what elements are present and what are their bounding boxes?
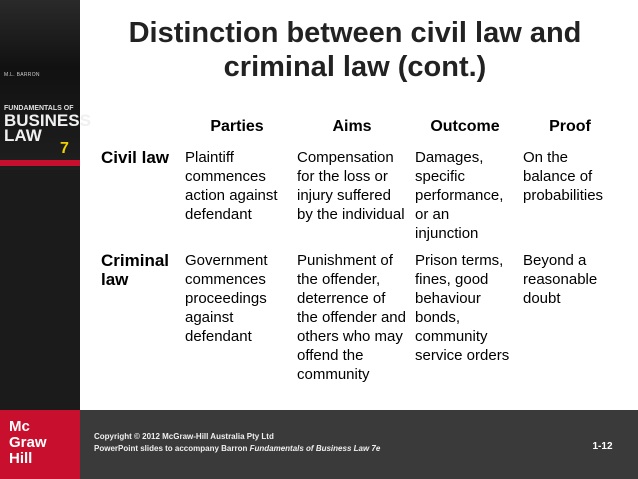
book-author: M.L. BARRON [4,72,40,78]
comparison-table [97,114,621,390]
book-title-line3: LAW [4,126,42,145]
copyright-text: Copyright © 2012 McGraw-Hill Australia Pty Ltd [94,432,274,441]
table-header-cell: Outcome [430,118,500,135]
table-header-cell: Proof [549,118,591,135]
slide-title-line1: Distinction between civil law and [128,17,582,49]
table-cell: Prison terms, fines, good behaviour bonds, community service orders [415,252,510,364]
table-cell: Damages, specific performance, or an injunction [415,149,504,242]
table-cell: Government commences proceedings against defendant [185,252,268,345]
book-title-main [4,111,91,145]
slide-title [95,16,615,84]
book-title-line1: FUNDAMENTALS OF [4,105,74,112]
table-cell: Compensation for the loss or injury suffered by the individual [297,149,405,223]
table-row [97,249,621,390]
table-cell: On the balance of probabilities [523,149,604,204]
logo-text-mc: Mc [9,418,30,435]
logo-text-graw: Graw [9,434,47,451]
table-row [97,146,621,249]
table-header-cell: Aims [332,118,372,135]
row-label: Criminal law [101,251,170,289]
table-header-row [97,114,621,146]
row-label: Civil law [101,148,170,167]
slide-title-line2: criminal law (cont.) [223,51,487,83]
slides-note-prefix: PowerPoint slides to accompany Barron [94,444,250,453]
table-cell: Beyond a reasonable doubt [523,252,598,307]
slides-note [94,444,380,453]
table-header-cell [97,114,181,146]
book-edition: 7 [60,140,69,157]
table-cell: Punishment of the offender, deterrence of the offender and others who may offend the community [297,252,406,383]
slides-note-book: Fundamentals of Business Law 7e [249,444,381,453]
mcgraw-hill-logo [0,410,80,479]
book-title-line2: BUSINESS [4,111,91,130]
table-cell: Plaintiff commences action against defendant [185,149,278,223]
page-number: 1-12 [592,441,613,452]
book-cover-image [0,0,91,170]
logo-text-hill: Hill [9,450,33,467]
book-accent-bar [0,160,80,166]
table-header-cell: Parties [210,118,264,135]
